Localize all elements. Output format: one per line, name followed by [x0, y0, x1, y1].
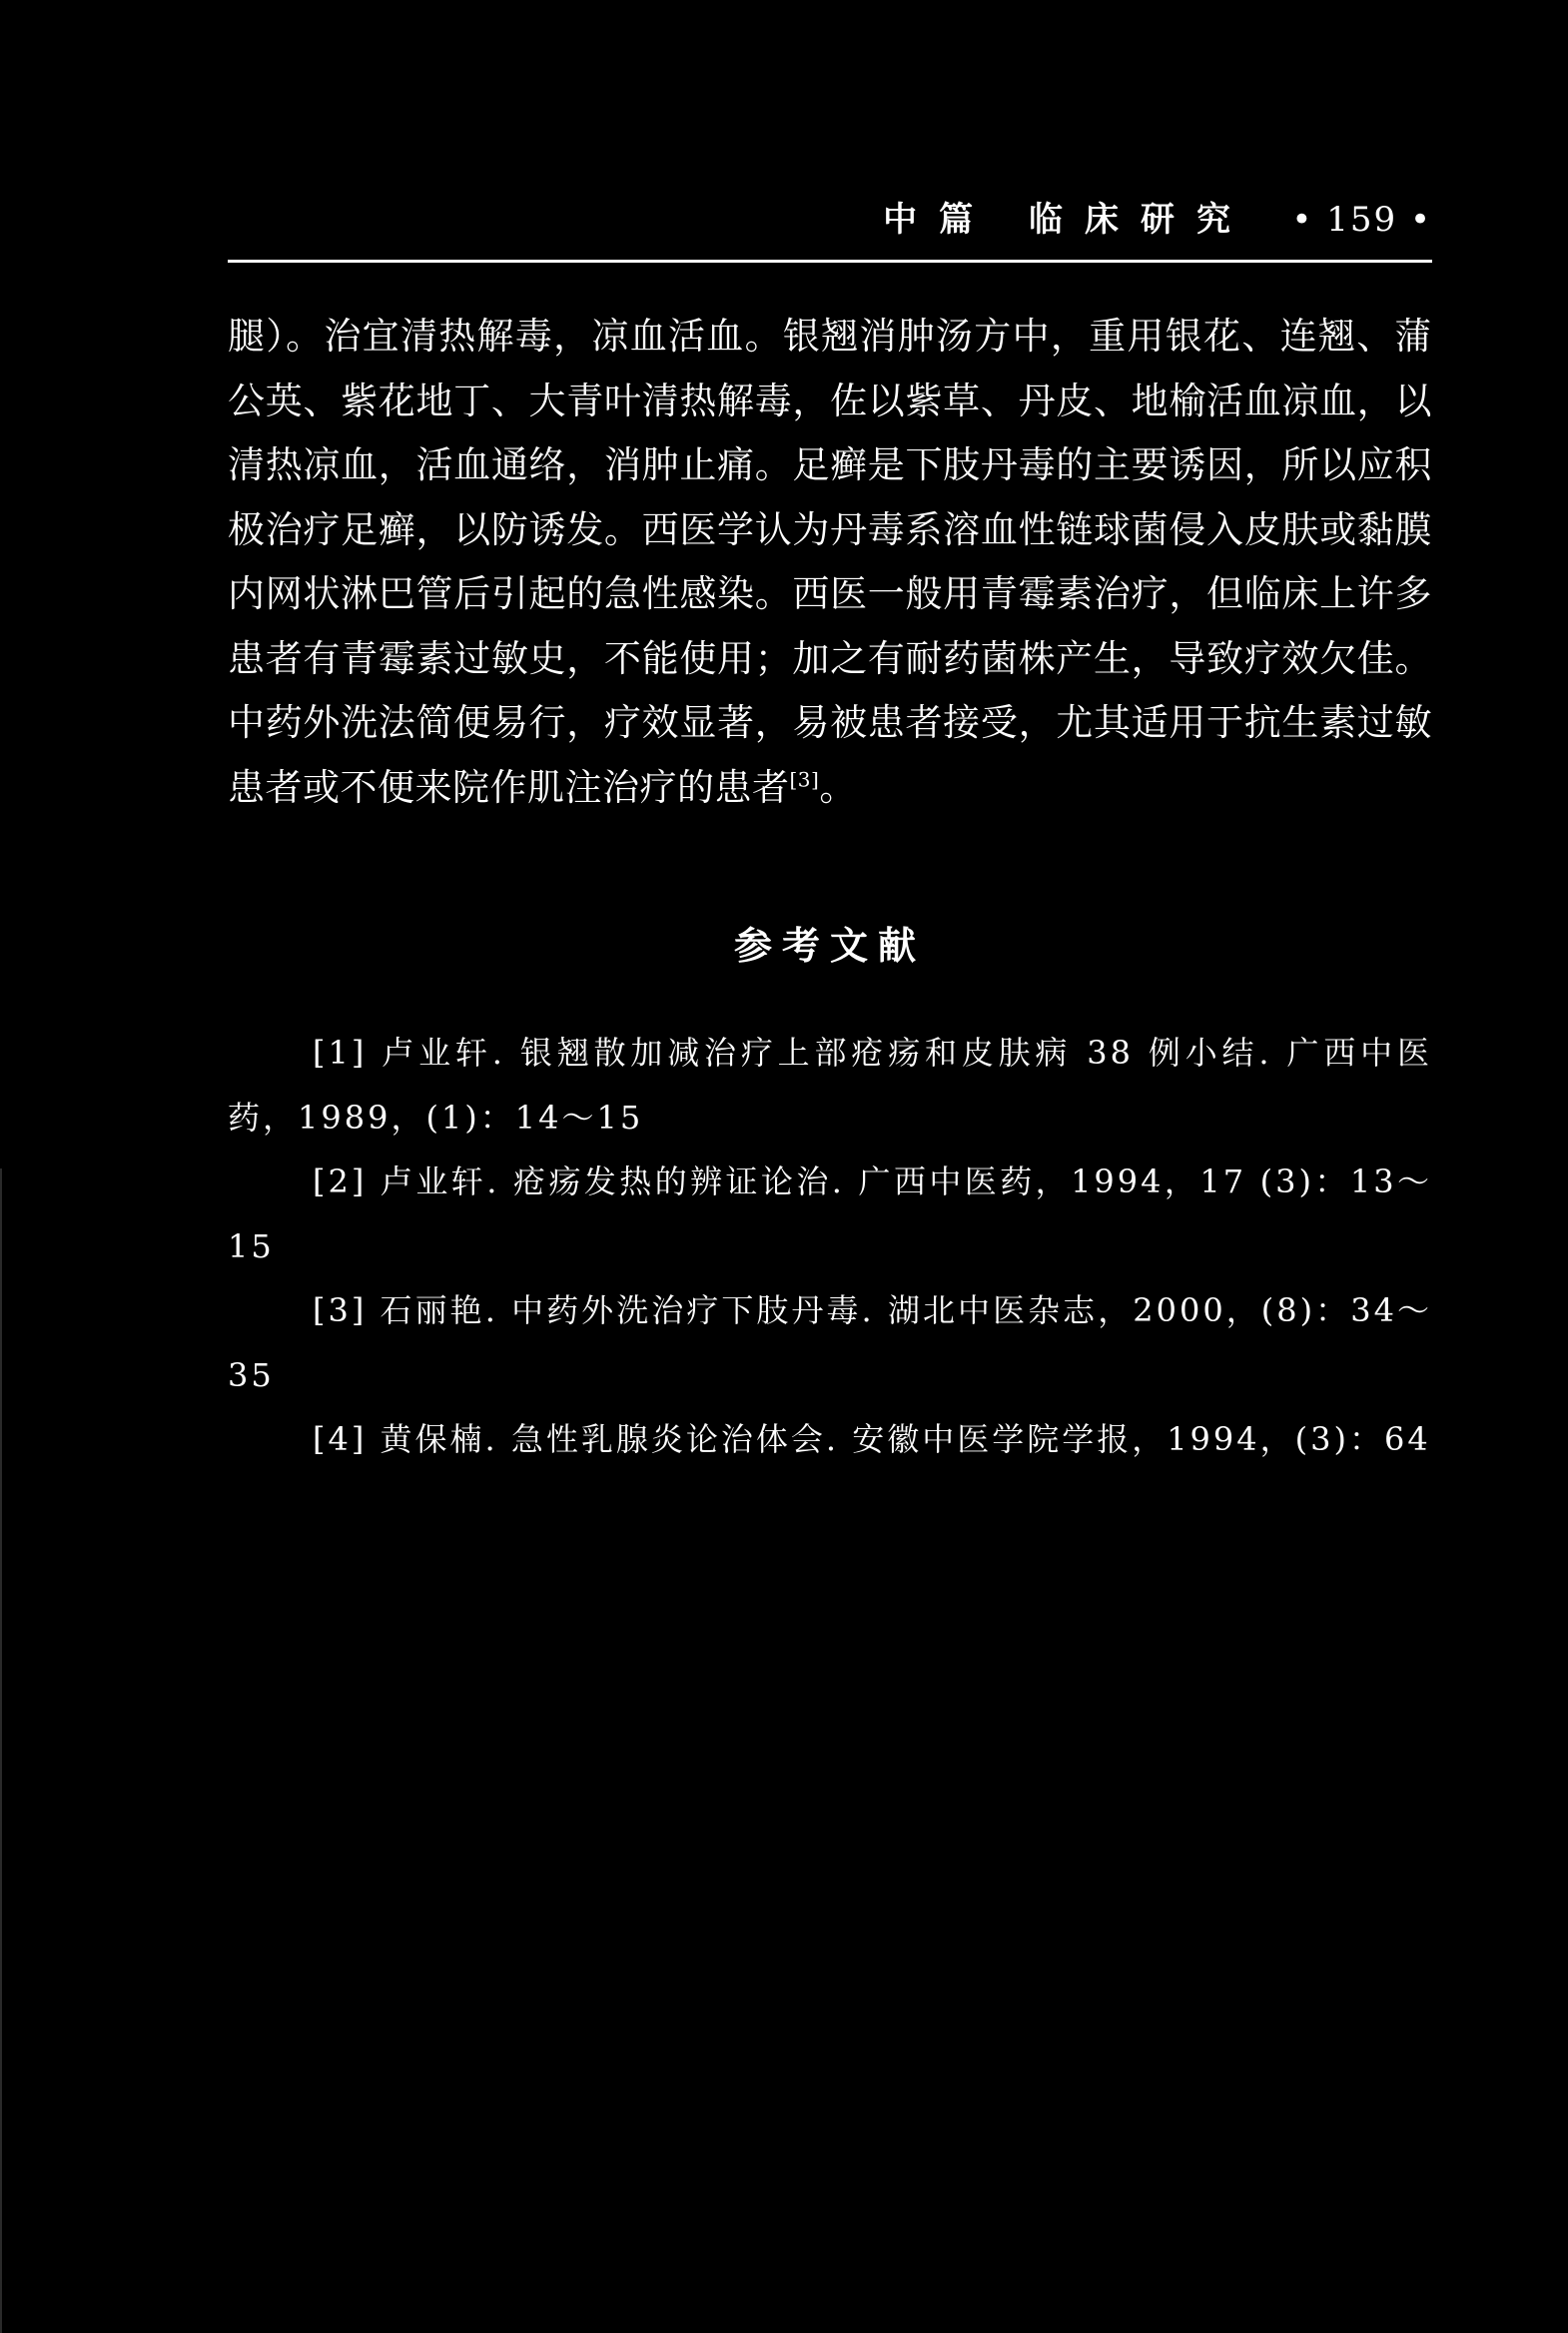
- paragraph-end-mark: 。: [819, 765, 857, 809]
- references-heading: 参考文献: [733, 923, 926, 968]
- body-paragraph-text: 腿）。治宜清热解毒，凉血活血。银翘消肿汤方中，重用银花、连翘、蒲公英、紫花地丁、大青叶清热解毒，佐以紫草、丹皮、地榆活血凉血，以清热凉血，活血通络，消肿止痛。足癣是下肢丹毒的主要诱因，所以应积极治疗足癣，以防诱发。西医学认为丹毒系溶血性链球菌侵入皮肤或黏膜内网状淋巴管后引起的急性感染。西医一般用青霉素治疗，但临床上许多患者有青霉素过敏史，不能使用；加之有耐药菌株产生，导致疗效欠佳。中药外洗法简便易行，疗效显著，易被患者接受，尤其适用于抗生素过敏患者或不便来院作肌注治疗的患者: [228, 315, 1432, 809]
- header-rule: [228, 260, 1432, 263]
- reference-item: [1] 卢业轩. 银翘散加减治疗上部疮疡和皮肤病 38 例小结. 广西中医药，1989，(1)：14～15: [228, 1034, 1432, 1137]
- running-header-title: 中篇 临床研究: [883, 200, 1252, 240]
- page-number: • 159 •: [1291, 200, 1432, 240]
- body-paragraph: [228, 305, 1432, 820]
- reference-item: [4] 黄保楠. 急性乳腺炎论治体会. 安徽中医学院学报，1994，(3)：64: [313, 1420, 1431, 1458]
- reference-item: [3] 石丽艳. 中药外洗治疗下肢丹毒. 湖北中医杂志，2000，(8)：34～35: [228, 1291, 1432, 1394]
- reference-list: [228, 1021, 1432, 1472]
- page-header: [228, 195, 1432, 245]
- scan-edge-line: [0, 1168, 2, 2333]
- reference-item: [2] 卢业轩. 疮疡发热的辨证论治. 广西中医药，1994，17 (3)：13～15: [228, 1163, 1432, 1265]
- citation-marker: [3]: [789, 767, 820, 792]
